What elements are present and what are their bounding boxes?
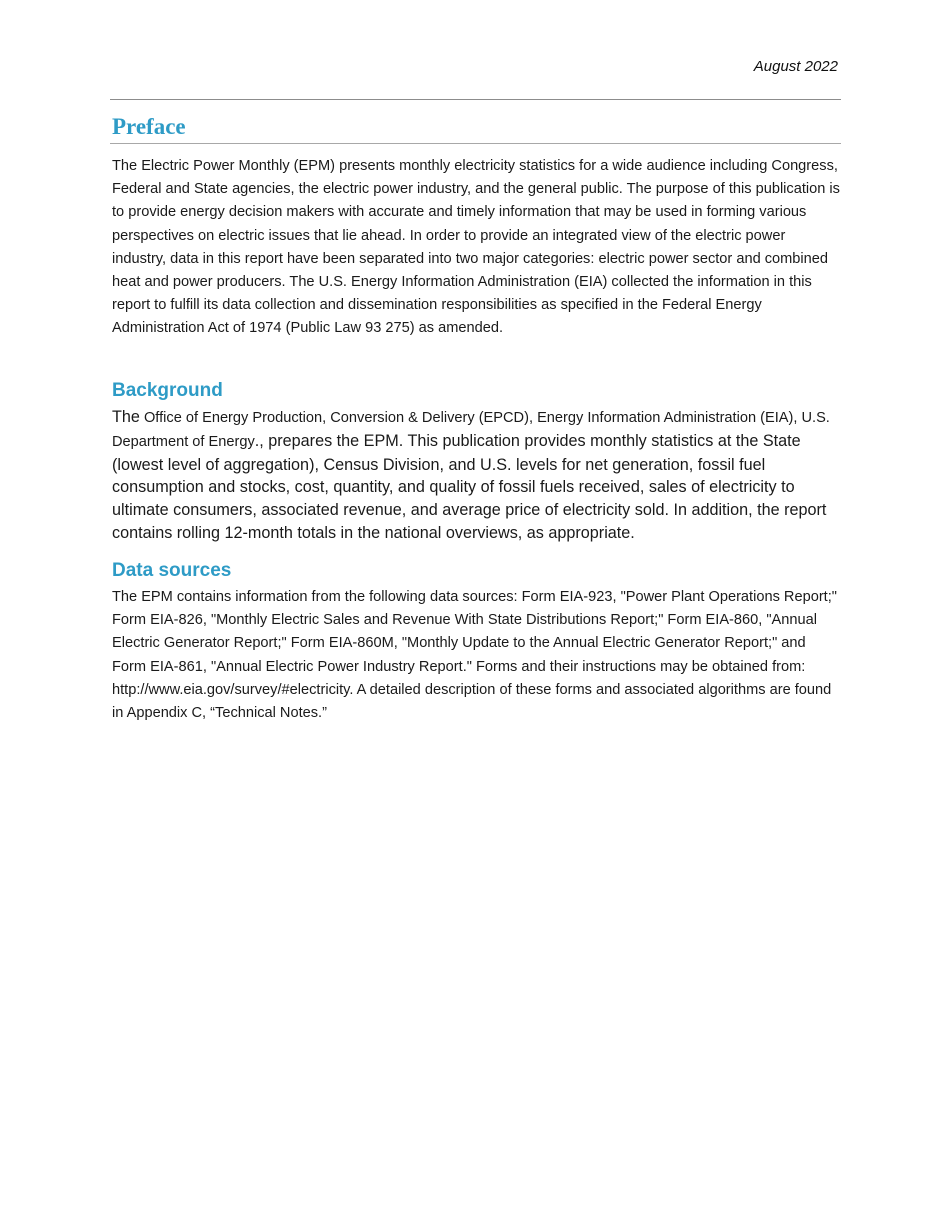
background-body: ., prepares the EPM. This publication provides monthly statistics at the State (lowest level of aggregation), Census Division, and U.S. levels for net generation, fossil fuel consumption and stocks, cost, quantity, and quality of fossil fuels received, sales of electricity to ultimate consumers, associated revenue, and average price of electricity sold. In addition, the report contains rolling 12-month totals in the national overviews, as appropriate. — [112, 431, 827, 542]
preface-paragraph: The Electric Power Monthly (EPM) presents monthly electricity statistics for a wide audience including Congress, Federal and State agencies, the electric power industry, and the general public. The purpose of this publication is to provide energy decision makers with accurate and timely information that may be used in forming various perspectives on electric issues that lie ahead. In order to provide an integrated view of the electric power industry, data in this report have been separated into two major categories: electric power sector and combined heat and power producers. The U.S. Energy Information Administration (EIA) collected the information in this report to fulfill its data collection and dissemination responsibilities as specified in the Federal Energy Administration Act of 1974 (Public Law 93 275) as amended. — [112, 158, 840, 337]
publication-date: August 2022 — [753, 58, 838, 75]
background-heading: Background — [112, 380, 223, 401]
preface-divider — [110, 143, 841, 144]
data-sources-paragraph: The EPM contains information from the following data sources: Form EIA-923, "Power Plant Operations Report;" Form EIA-826, "Monthly Electric Sales and Revenue With State Distributions Report;" Form EIA-860, "Annual Electric Generator Report;" Form EIA-860M, "Monthly Update to the Annual Electric Generator Report;" and Form EIA-861, "Annual Electric Power Industry Report." Forms and their instructions may be obtained from: http://www.eia.gov/survey/#electricity. A detailed description of these forms and associated algorithms are found in Appendix C, “Technical Notes.” — [112, 589, 837, 722]
background-lead: The — [112, 408, 140, 426]
preface-heading: Preface — [112, 114, 186, 139]
header-divider — [110, 99, 841, 100]
data-sources-heading: Data sources — [112, 560, 232, 581]
background-office: Office of Energy Production, Conversion & Delivery (EPCD), Energy Information Administration (EIA), U.S. Department of Energy — [112, 410, 830, 450]
background-paragraph — [112, 406, 840, 545]
